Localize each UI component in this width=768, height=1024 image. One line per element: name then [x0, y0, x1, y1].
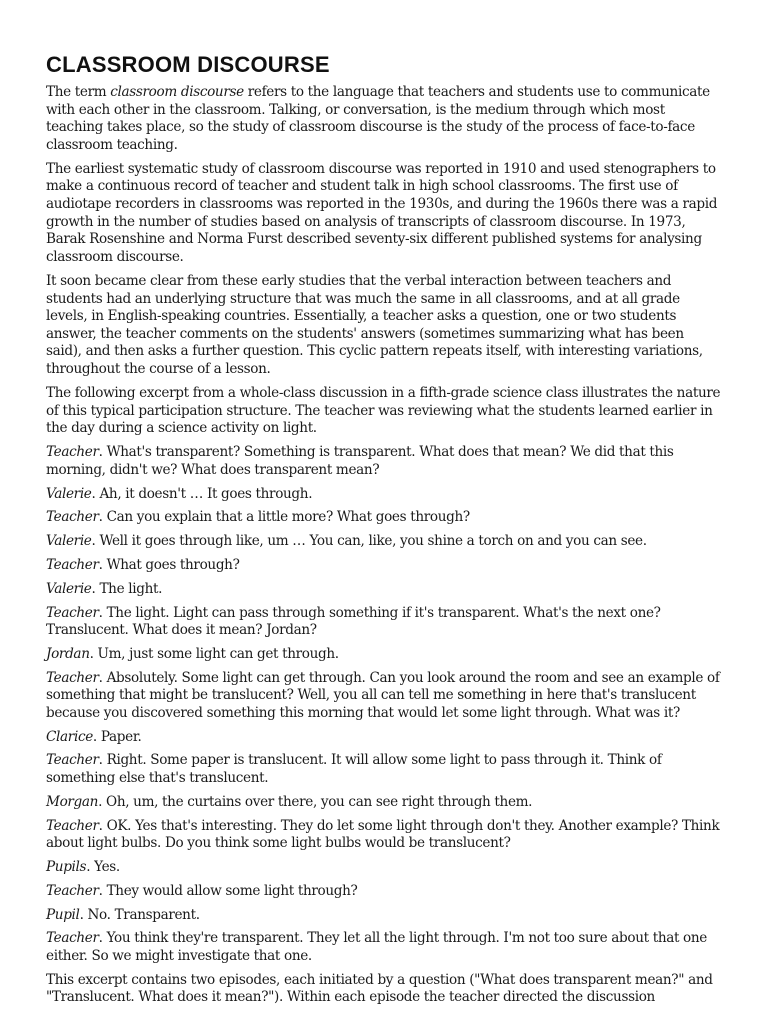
dialogue-line [46, 557, 722, 575]
dialogue-speaker: Valerie [46, 580, 92, 597]
dialogue-text: . Well it goes through like, um … You can, like, you shine a torch on and you can see. [91, 533, 647, 550]
dialogue-line [46, 533, 722, 551]
dialogue-speaker: Teacher [46, 930, 99, 947]
dialogue-text: . Ah, it doesn't … It goes through. [91, 485, 313, 502]
dialogue-text: . Absolutely. Some light can get through. Can you look around the room and see an example of something that might be translucent? Well, you all can tell me something in here that's translucent because you discovered something this morning that would let some light through. What was it? [46, 669, 720, 721]
dialogue-speaker: Valerie [46, 533, 92, 550]
dialogue-line [46, 729, 722, 747]
dialogue-line [46, 752, 722, 787]
dialogue-excerpt [46, 444, 722, 965]
dialogue-line [46, 444, 722, 479]
dialogue-text: . No. Transparent. [79, 906, 200, 923]
dialogue-line [46, 930, 722, 965]
dialogue-speaker: Valerie [46, 485, 92, 502]
dialogue-line [46, 883, 722, 901]
dialogue-line [46, 486, 722, 504]
dialogue-speaker: Pupils [46, 859, 87, 875]
intro-term: classroom discourse [110, 84, 244, 100]
dialogue-speaker: Pupil [46, 906, 80, 923]
dialogue-line [46, 581, 722, 599]
dialogue-text: . They would allow some light through? [98, 882, 358, 899]
dialogue-text: . Paper. [92, 728, 142, 745]
dialogue-line [46, 794, 722, 812]
dialogue-speaker: Clarice [46, 728, 93, 745]
document-body [46, 52, 722, 1013]
dialogue-text: . You think they're transparent. They let all the light through. I'm not too sure about that one either. So we might investigate that one. [46, 930, 707, 964]
dialogue-text: . What goes through? [98, 557, 240, 573]
dialogue-speaker: Teacher [46, 882, 99, 899]
dialogue-text: . The light. Light can pass through something if it's transparent. What's the next one? Translucent. What does it mean? Jordan? [46, 604, 661, 639]
body-paragraph: It soon became clear from these early studies that the verbal interaction between teachers and students had an underlying structure that was much the same in all classrooms, and at all grade levels, in English-speaking countries. Essentially, a teacher asks a question, one or two students answer, the teacher comments on the students' answers (sometimes summarizing what has been said), and then asks a further question. This cyclic pattern repeats itself, with interesting variations, throughout the course of a lesson. [46, 272, 703, 377]
dialogue-line [46, 818, 722, 853]
dialogue-text: . OK. Yes that's interesting. They do let some light through don't they. Another example? Think about light bulbs. Do you think some light bulbs would be translucent? [46, 817, 720, 852]
page-title: CLASSROOM DISCOURSE [46, 52, 330, 77]
dialogue-text: . What's transparent? Something is transparent. What does that mean? We did that this morning, didn't we? What does transparent mean? [46, 444, 674, 478]
intro-text-start: The term [46, 84, 111, 100]
dialogue-line [46, 605, 722, 640]
dialogue-speaker: Teacher [46, 752, 99, 769]
body-paragraph: The earliest systematic study of classroom discourse was reported in 1910 and used stenographers to make a continuous record of teacher and student talk in high school classrooms. The first use of audiotape recorders in classrooms was reported in the 1930s, and during the 1960s there was a rapid growth in the number of studies based on analysis of transcripts of classroom discourse. In 1973, Barak Rosenshine and Norma Furst described seventy-six different published systems for analysing classroom discourse. [46, 160, 718, 265]
intro-text-end: refers to the language that teachers and students use to communicate with each other in the classroom. Talking, or conversation, is the medium through which most teaching takes place, so the study of classroom discourse is the study of the process of face-to-face classroom teaching. [46, 84, 710, 153]
dialogue-text: . Yes. [86, 859, 120, 875]
dialogue-text: . The light. [91, 580, 163, 597]
dialogue-speaker: Teacher [46, 817, 99, 834]
dialogue-speaker: Teacher [46, 557, 99, 573]
intro-paragraph [46, 84, 722, 154]
closing-paragraph: This excerpt contains two episodes, each initiated by a question ("What does transparent mean?" and "Translucent. What does it mean?"). Within each episode the teacher directed the discussion [46, 971, 713, 1006]
dialogue-speaker: Teacher [46, 669, 99, 686]
dialogue-speaker: Teacher [46, 444, 99, 461]
dialogue-line [46, 509, 722, 527]
dialogue-speaker: Morgan [46, 793, 99, 810]
body-paragraph: The following excerpt from a whole-class discussion in a fifth-grade science class illustrates the nature of this typical participation structure. The teacher was reviewing what the students learned earlier in the day during a science activity on light. [46, 385, 721, 437]
dialogue-text: . Um, just some light can get through. [89, 645, 339, 662]
dialogue-text: . Oh, um, the curtains over there, you can see right through them. [98, 793, 533, 810]
dialogue-line [46, 907, 722, 925]
dialogue-speaker: Jordan [46, 645, 90, 662]
dialogue-speaker: Teacher [46, 604, 99, 621]
dialogue-text: . Can you explain that a little more? What goes through? [98, 509, 470, 526]
dialogue-line [46, 859, 722, 877]
dialogue-speaker: Teacher [46, 509, 99, 526]
body-paragraphs [46, 161, 722, 438]
dialogue-line [46, 646, 722, 664]
dialogue-text: . Right. Some paper is translucent. It will allow some light to pass through it. Think of something else that's translucent. [46, 752, 662, 787]
dialogue-line [46, 670, 722, 723]
